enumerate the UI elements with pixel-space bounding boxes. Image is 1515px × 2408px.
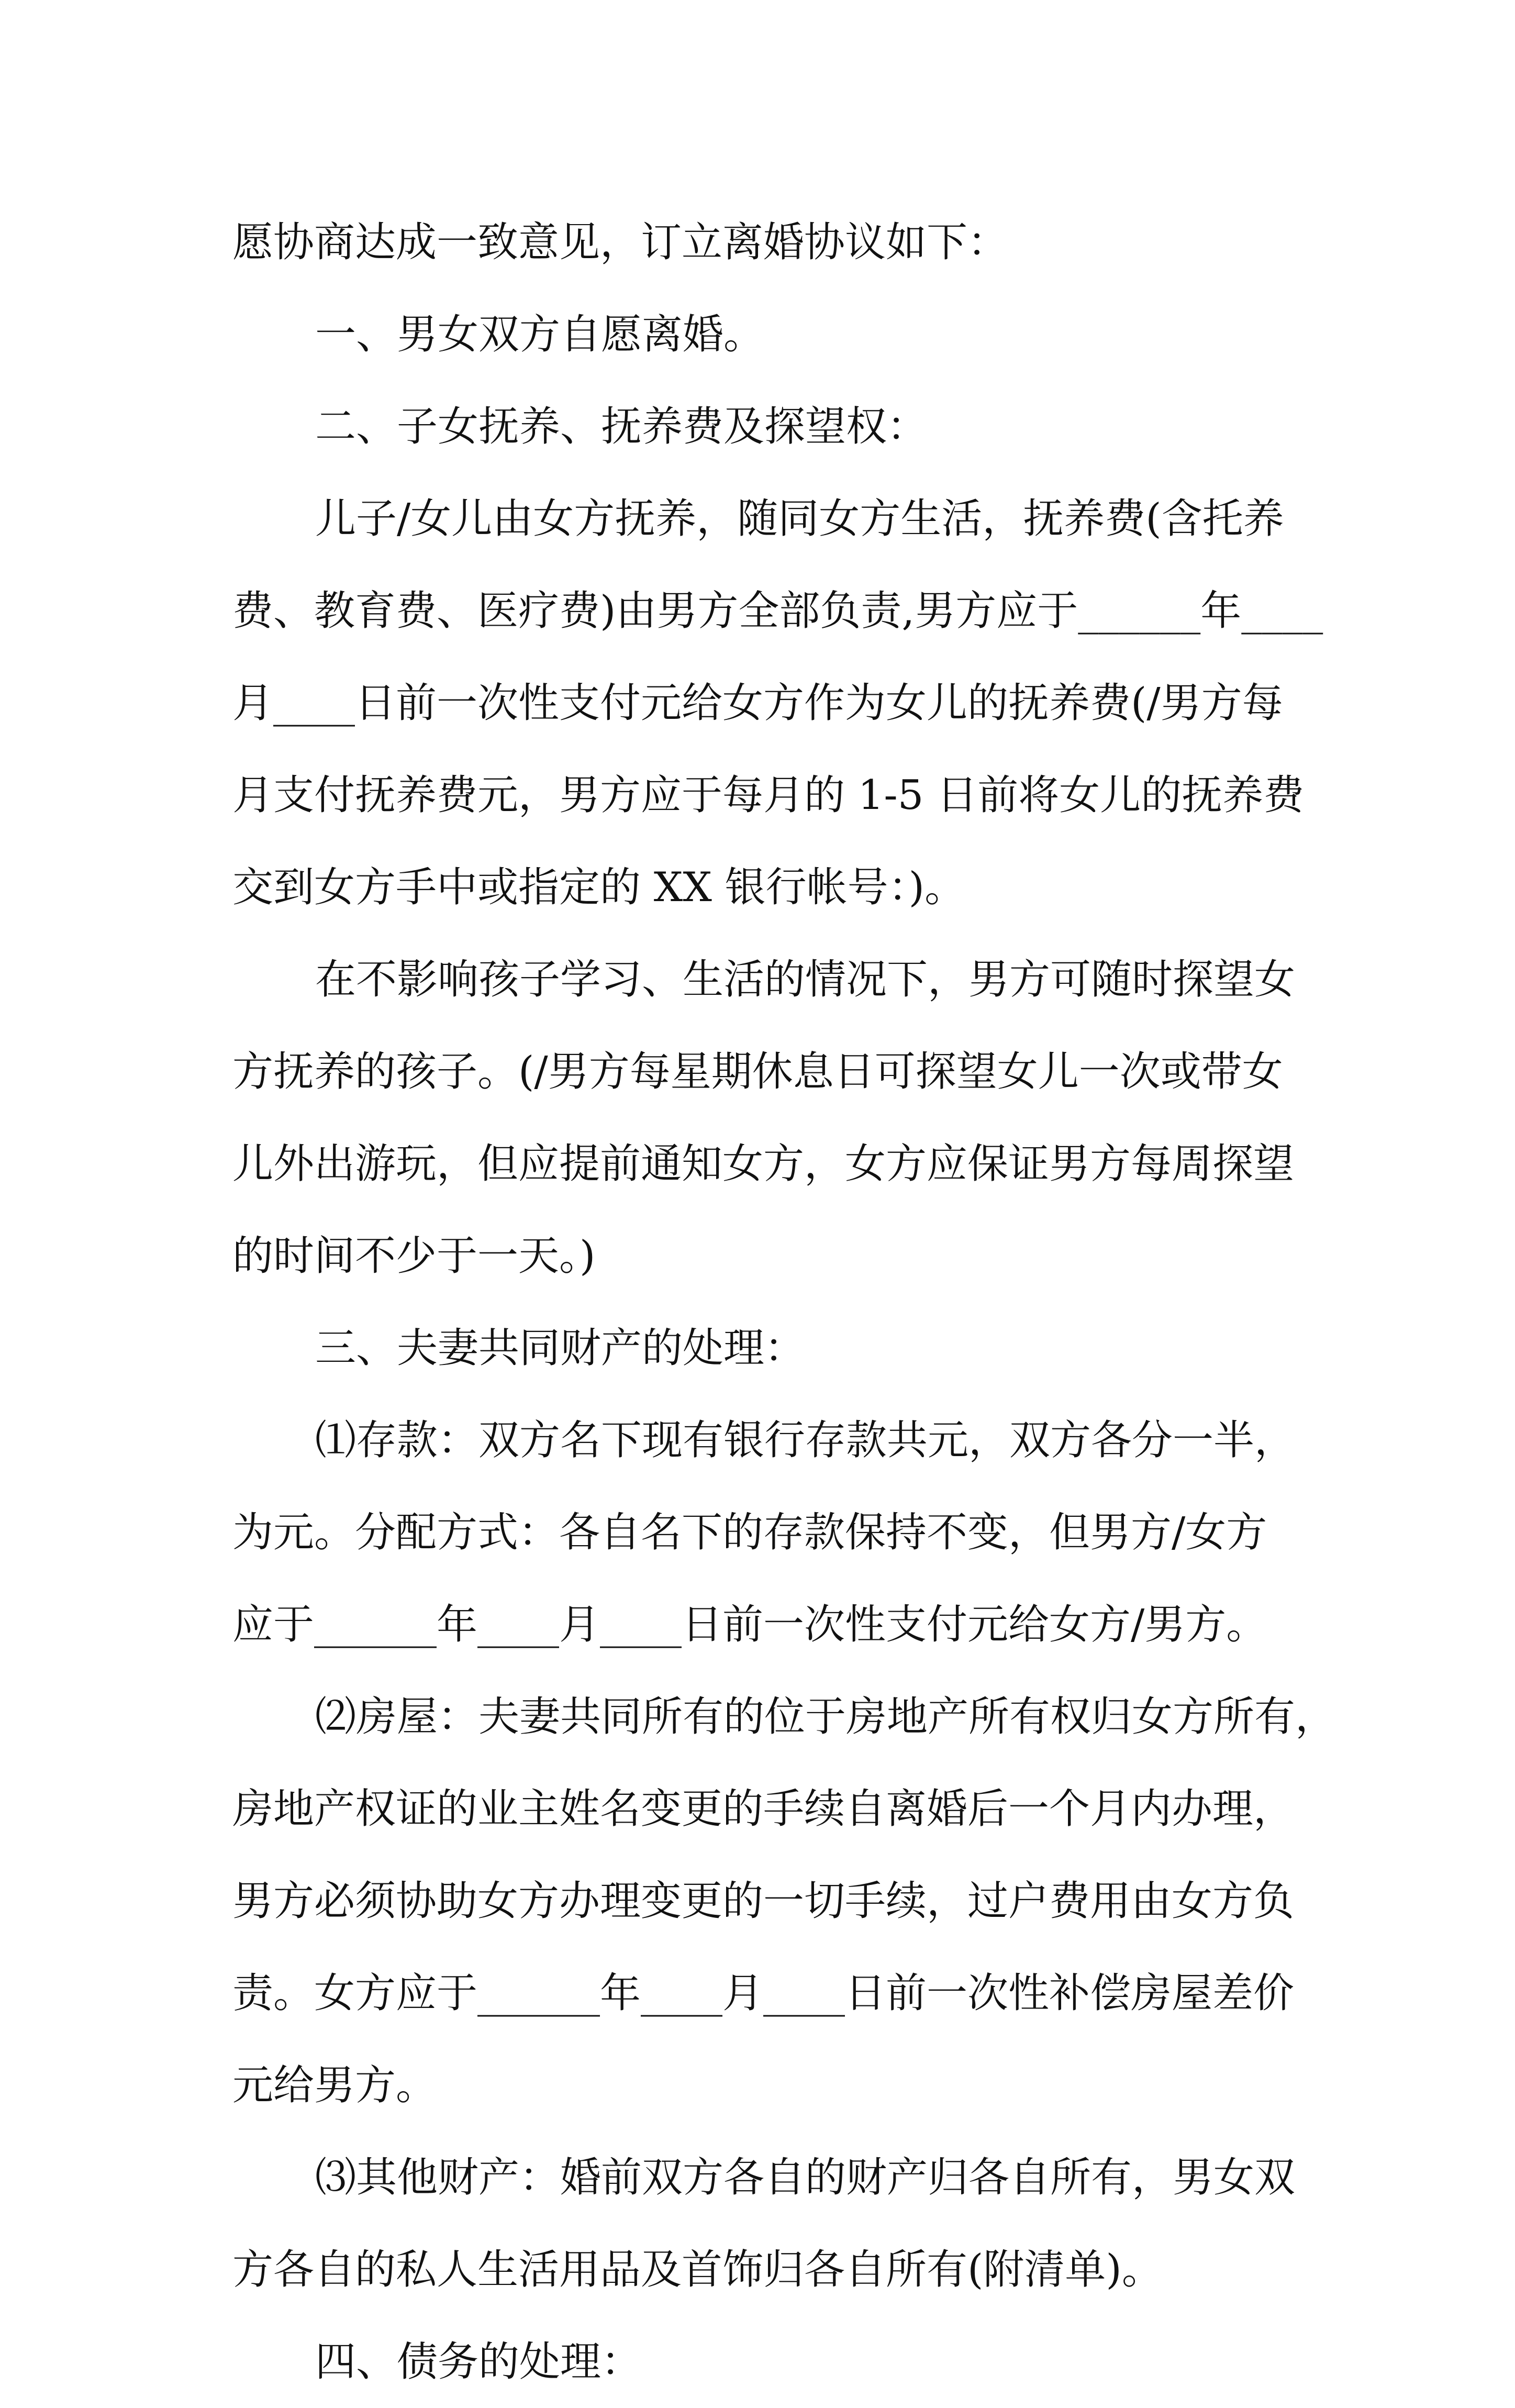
text-line: 责。女方应于______年____月____日前一次性补偿房屋差价 [232,1970,1295,2017]
text-line: 应于______年____月____日前一次性支付元给女方/男方。 [232,1601,1267,1648]
text-line: 儿子/女儿由女方抚养，随同女方生活，抚养费(含托养 [315,495,1284,542]
text-line: 愿协商达成一致意见，订立离婚协议如下： [232,219,1009,266]
text-line: 为元。分配方式：各自名下的存款保持不变，但男方/女方 [232,1509,1267,1556]
text-line: 房地产权证的业主姓名变更的手续自离婚后一个月内办理， [232,1785,1295,1833]
text-line: 元给男方。 [232,2062,437,2109]
clause-2-heading: 二、子女抚养、抚养费及探望权： [315,403,928,450]
clause-3-heading: 三、夫妻共同财产的处理： [315,1325,806,1372]
clause-4-heading: 四、债务的处理： [315,2338,642,2385]
document-body [232,196,1336,2408]
text-line: ⑶其他财产：婚前双方各自的财产归各自所有，男女双 [315,2154,1296,2201]
text-line: ⑵房屋：夫妻共同所有的位于房地产所有权归女方所有， [315,1693,1336,1740]
text-line: 月____日前一次性支付元给女方作为女儿的抚养费(/男方每 [232,680,1283,727]
text-line: 方各自的私人生活用品及首饰归各自所有(附清单)。 [232,2246,1163,2293]
text-line: 儿外出游玩，但应提前通知女方，女方应保证男方每周探望 [232,1140,1295,1188]
text-line: ⑴存款：双方名下现有银行存款共元，双方各分一半， [315,1417,1296,1464]
text-line: 月支付抚养费元，男方应于每月的 1-5 日前将女儿的抚养费 [232,772,1305,819]
clause-1-heading: 一、男女双方自愿离婚。 [315,311,765,358]
text-line: 方抚养的孩子。(/男方每星期休息日可探望女儿一次或带女 [232,1048,1283,1095]
text-line: 男方必须协助女方办理变更的一切手续，过户费用由女方负 [232,1878,1295,1925]
text-line: 交到女方手中或指定的 XX 银行帐号：)。 [232,864,966,911]
text-line: 在不影响孩子学习、生活的情况下，男方可随时探望女 [315,956,1296,1003]
text-line: 费、教育费、医疗费)由男方全部负责,男方应于______年____ [232,587,1323,635]
text-line: 的时间不少于一天。) [232,1233,596,1280]
